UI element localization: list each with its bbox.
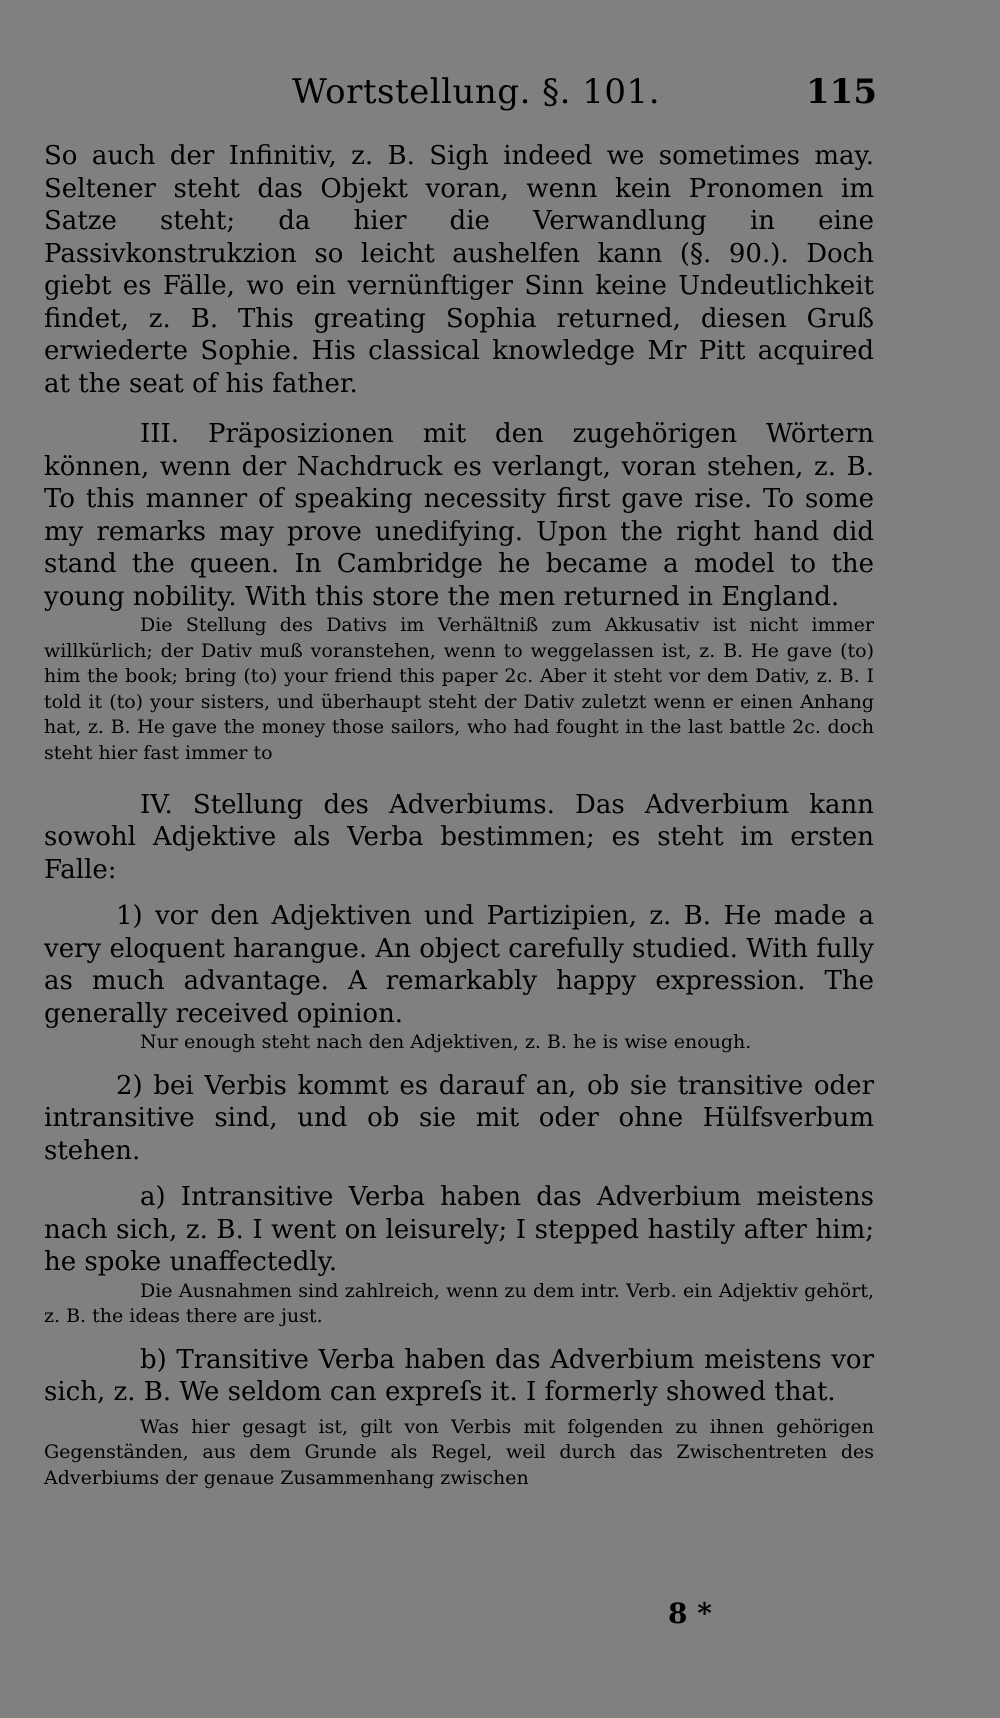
- paragraph-object-order: So auch der Infinitiv, z. B. Sigh indeed we sometimes may. Seltener steht das Objekt voran, wenn kein Pronomen im Satze steht; da hier die Verwandlung in eine Passivkonstrukzion so leicht aushelfen kann (§. 90.). Doch giebt es Fälle, wo ein vernünftiger Sinn keine Undeutlichkeit findet, z. B. This greating Sophia returned, diesen Gruß erwiederte Sophie. His classical knowledge Mr Pitt acquired at the seat of his father.: [44, 141, 874, 399]
- page-header: [0, 70, 1000, 120]
- paragraph-with-verbs: 2) bei Verbis kommt es darauf an, ob sie transitive oder intransitive sind, und ob sie mit oder ohne Hülfsverbum stehen.: [44, 1070, 874, 1166]
- page-body: [44, 140, 874, 1492]
- note-dative-order: Die Stellung des Dativs im Verhältniß zum Akkusativ ist nicht immer willkürlich; der Dativ muß voranstehen, wenn to weggelassen ist, z. B. He gave (to) him the book; bring (to) your friend this paper 2c. Aber it steht vor dem Dativ, z. B. I told it (to) your sisters, und überhaupt steht der Dativ zuletzt wenn er einen Anhang hat, z. B. He gave the money those sailors, who had fought in the last battle 2c. doch steht hier fast immer to: [44, 614, 874, 764]
- signature-mark: 8 *: [668, 1597, 712, 1630]
- note-exceptions: Die Ausnahmen sind zahlreich, wenn zu dem intr. Verb. ein Adjektiv gehört, z. B. the ideas there are just.: [44, 1279, 874, 1328]
- paragraph-prepositions: III. Präposizionen mit den zugehörigen Wörtern können, wenn der Nachdruck es verlangt, voran stehen, z. B. To this manner of speaking necessity first gave rise. To some my remarks may prove unedifying. Upon the right hand did stand the queen. In Cambridge he became a model to the young nobility. With this store the men returned in England.: [44, 419, 874, 612]
- note-enough: Nur enough steht nach den Adjektiven, z. B. he is wise enough.: [140, 1031, 752, 1054]
- note-objects-rule: Was hier gesagt ist, gilt von Verbis mit folgenden zu ihnen gehörigen Gegenständen, aus dem Grunde als Regel, weil durch das Zwischentreten des Adverbiums der genaue Zusammenhang zwischen: [44, 1415, 874, 1490]
- running-head: Wortstellung. §. 101.: [292, 72, 660, 112]
- paragraph-intransitive-verbs: a) Intransitive Verba haben das Adverbium meistens nach sich, z. B. I went on leisurely; I stepped hastily after him; he spoke unaffectedly.: [44, 1182, 874, 1278]
- paragraph-transitive-verbs: b) Transitive Verba haben das Adverbium meistens vor sich, z. B. We seldom can expreſs it. I formerly showed that.: [44, 1344, 874, 1408]
- paragraph-before-adjectives: 1) vor den Adjektiven und Partizipien, z. B. He made a very eloquent harangue. An object carefully studied. With fully as much advantage. A remarkably happy expression. The generally received opinion.: [44, 901, 874, 1029]
- page-number: 115: [806, 72, 877, 112]
- paragraph-adverb-position: IV. Stellung des Adverbiums. Das Adverbium kann sowohl Adjektive als Verba bestimmen; es steht im ersten Falle:: [44, 789, 874, 885]
